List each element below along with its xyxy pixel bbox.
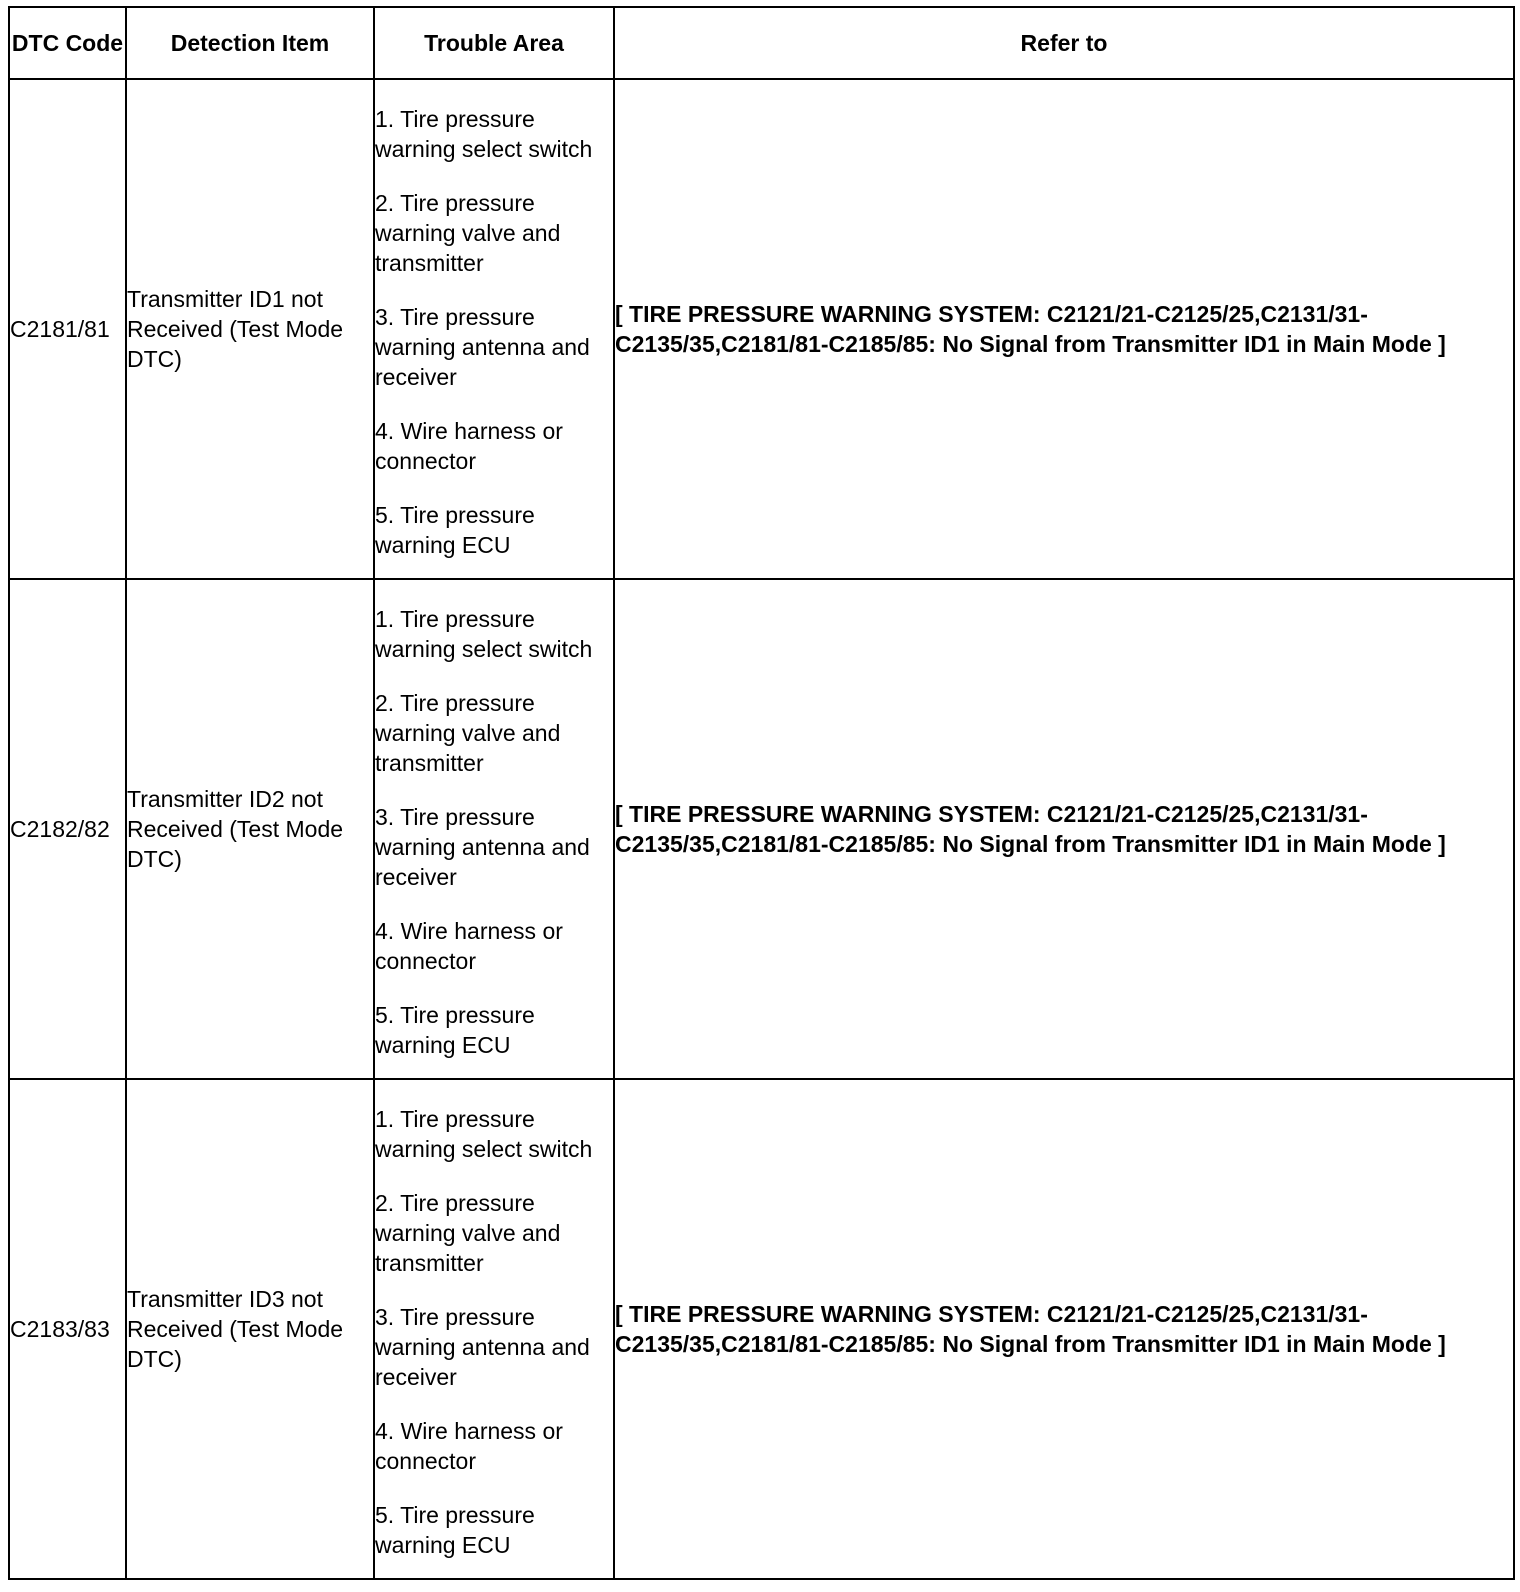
trouble-area-item: 5. Tire pressure warning ECU (375, 1502, 535, 1558)
trouble-area-item: 4. Wire harness or connector (375, 1418, 563, 1474)
trouble-area-list (375, 1098, 613, 1560)
trouble-area-item: 4. Wire harness or connector (375, 918, 563, 974)
dtc-code-cell: C2181/81 (9, 79, 126, 579)
trouble-area-cell (374, 79, 614, 579)
trouble-area-item: 1. Tire pressure warning select switch (375, 106, 593, 162)
refer-to-link[interactable]: [ TIRE PRESSURE WARNING SYSTEM: C2121/21-C2125/25,C2131/31-C2135/35,C2181/81-C2185/85: No Signal from Transmitter ID1 in Main Mode ] (614, 579, 1514, 1079)
trouble-area-item: 3. Tire pressure warning antenna and receiver (375, 1304, 590, 1390)
trouble-area-item: 4. Wire harness or connector (375, 418, 563, 474)
header-detection-item: Detection Item (126, 7, 374, 79)
trouble-area-item: 3. Tire pressure warning antenna and receiver (375, 304, 590, 390)
table-row (9, 1079, 1514, 1579)
header-refer-to: Refer to (614, 7, 1514, 79)
trouble-area-cell (374, 579, 614, 1079)
dtc-code-cell: C2182/82 (9, 579, 126, 1079)
dtc-code-cell: C2183/83 (9, 1079, 126, 1579)
trouble-area-item: 1. Tire pressure warning select switch (375, 1106, 593, 1162)
table-row (9, 579, 1514, 1079)
dtc-table (8, 6, 1515, 1580)
trouble-area-item: 2. Tire pressure warning valve and transmitter (375, 690, 561, 776)
trouble-area-item: 2. Tire pressure warning valve and transmitter (375, 190, 561, 276)
detection-item-cell: Transmitter ID1 not Received (Test Mode DTC) (126, 79, 374, 579)
refer-to-link[interactable]: [ TIRE PRESSURE WARNING SYSTEM: C2121/21-C2125/25,C2131/31-C2135/35,C2181/81-C2185/85: No Signal from Transmitter ID1 in Main Mode ] (614, 79, 1514, 579)
table-header-row (9, 7, 1514, 79)
trouble-area-item: 5. Tire pressure warning ECU (375, 1002, 535, 1058)
trouble-area-cell (374, 1079, 614, 1579)
trouble-area-list (375, 98, 613, 560)
header-trouble-area: Trouble Area (374, 7, 614, 79)
refer-to-link[interactable]: [ TIRE PRESSURE WARNING SYSTEM: C2121/21-C2125/25,C2131/31-C2135/35,C2181/81-C2185/85: No Signal from Transmitter ID1 in Main Mode ] (614, 1079, 1514, 1579)
detection-item-cell: Transmitter ID2 not Received (Test Mode DTC) (126, 579, 374, 1079)
trouble-area-list (375, 598, 613, 1060)
trouble-area-item: 5. Tire pressure warning ECU (375, 502, 535, 558)
header-dtc-code: DTC Code (9, 7, 126, 79)
table-row (9, 79, 1514, 579)
trouble-area-item: 2. Tire pressure warning valve and transmitter (375, 1190, 561, 1276)
trouble-area-item: 3. Tire pressure warning antenna and receiver (375, 804, 590, 890)
detection-item-cell: Transmitter ID3 not Received (Test Mode DTC) (126, 1079, 374, 1579)
trouble-area-item: 1. Tire pressure warning select switch (375, 606, 593, 662)
